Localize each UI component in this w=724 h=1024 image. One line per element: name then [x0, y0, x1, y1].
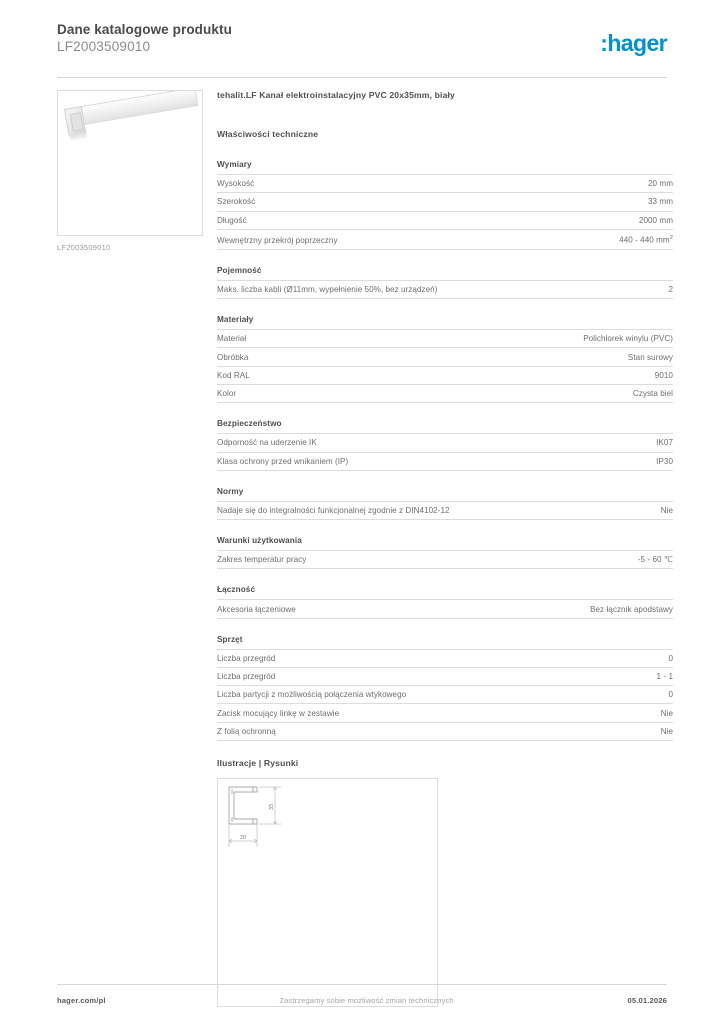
spec-group-title: Łączność [217, 585, 673, 600]
spec-row-label: Liczba partycji z możliwością połączenia wtykowego [217, 690, 407, 700]
spec-group-title: Materiały [217, 315, 673, 330]
hager-logo: :hager [600, 30, 667, 56]
product-image [57, 90, 203, 236]
product-image-caption: LF2003509010 [57, 243, 111, 252]
illustrations-title: Ilustracje | Rysunki [217, 758, 299, 769]
spec-row [217, 650, 673, 668]
spec-row-value-text: 440 - 440 mm [619, 235, 670, 245]
spec-group-title: Bezpieczeństwo [217, 419, 673, 434]
spec-row-label: Materiał [217, 334, 247, 344]
spec-row-label: Liczba przegród [217, 653, 276, 663]
spec-row [217, 704, 673, 722]
spec-row-label: Wysokość [217, 179, 255, 189]
product-figure [57, 90, 203, 252]
spec-row-label: Odporność na uderzenie IK [217, 438, 317, 448]
spec-row-value: Stan surowy [627, 352, 673, 362]
spec-row [217, 453, 673, 471]
spec-row-label: Klasa ochrony przed wnikaniem (IP) [217, 456, 349, 466]
spec-row [217, 175, 673, 193]
trunking-illustration [64, 90, 201, 145]
spec-row-value [619, 234, 673, 245]
spec-row-value: IK07 [656, 438, 673, 448]
spec-group [217, 160, 673, 250]
spec-row-value: Polichlorek winylu (PVC) [583, 334, 673, 344]
spec-row-value: 20 mm [648, 179, 673, 189]
spec-row [217, 502, 673, 520]
illustration-box [217, 778, 438, 1007]
spec-group [217, 635, 673, 741]
spec-row-label: Zakres temperatur pracy [217, 555, 307, 565]
spec-row [217, 330, 673, 348]
product-name: tehalit.LF Kanał elektroinstalacyjny PVC 20x35mm, biały [217, 90, 455, 100]
spec-row-value: Nie [660, 708, 673, 718]
spec-row [217, 230, 673, 250]
spec-row-value: 2000 mm [638, 215, 673, 225]
spec-row [217, 434, 673, 452]
footer-divider [57, 984, 667, 985]
spec-row-label: Kolor [217, 389, 237, 399]
spec-row [217, 723, 673, 741]
spec-row-value: -5 - 60 ℃ [637, 555, 673, 565]
specifications-column [217, 90, 673, 1007]
spec-row-label: Kod RAL [217, 370, 250, 380]
specs-section-title: Właściwości techniczne [217, 129, 319, 139]
spec-row-label: Szerokość [217, 197, 256, 207]
spec-group [217, 315, 673, 403]
spec-group [217, 487, 673, 520]
spec-row [217, 367, 673, 385]
spec-group-title: Normy [217, 487, 673, 502]
spec-group-title: Pojemność [217, 266, 673, 281]
spec-row-label: Wewnętrzny przekrój poprzeczny [217, 235, 338, 245]
spec-group-title: Sprzęt [217, 635, 673, 650]
spec-row-value: IP30 [656, 456, 673, 466]
spec-row-label: Z folią ochronną [217, 726, 276, 736]
spec-row-value: 0 [668, 653, 673, 663]
spec-row-value: Nie [660, 505, 673, 515]
footer-date: 05.01.2026 [627, 996, 667, 1005]
spec-row-label: Liczba przegród [217, 672, 276, 682]
spec-row-label: Maks. liczba kabli (Ø11mm, wypełnienie 50%, bez urządzeń) [217, 285, 438, 294]
spec-group [217, 536, 673, 569]
spec-group [217, 266, 673, 299]
spec-groups [217, 160, 673, 741]
spec-row-label: Zacisk mocujący linkę w zestawie [217, 708, 340, 718]
trunking-body [80, 90, 199, 125]
spec-row [217, 348, 673, 366]
spec-group [217, 419, 673, 471]
spec-row [217, 193, 673, 211]
spec-group-title: Warunki użytkowania [217, 536, 673, 551]
spec-row [217, 212, 673, 230]
trunking-cavity [70, 112, 84, 132]
spec-row-label: Długość [217, 215, 247, 225]
trunking-shadow [69, 132, 87, 141]
dimension-width-label: 20 [240, 835, 246, 842]
spec-row-value: Bez łącznik apodstawy [590, 604, 673, 614]
spec-row-value: 1 - 1 [656, 672, 673, 682]
footer-website[interactable]: hager.com/pl [57, 996, 106, 1005]
spec-row [217, 600, 673, 618]
header-divider [57, 77, 667, 78]
spec-row [217, 668, 673, 686]
spec-group [217, 585, 673, 618]
spec-row-value: 9010 [654, 370, 673, 380]
page-header [57, 22, 667, 74]
spec-row-label: Nadaje się do integralności funkcjonalnej zgodnie z DIN4102-12 [217, 505, 450, 515]
spec-row-value: 33 mm [648, 197, 673, 207]
spec-row [217, 686, 673, 704]
spec-row-value-superscript: 2 [669, 235, 673, 242]
spec-row-value: 0 [668, 690, 673, 700]
product-reference: LF2003509010 [57, 39, 151, 54]
page-title: Dane katalogowe produktu [57, 22, 232, 37]
spec-row [217, 551, 673, 569]
spec-row-value: Czysta biel [632, 389, 673, 399]
spec-row-label: Obróbka [217, 352, 249, 362]
spec-row-label: Akcesoria łączeniowe [217, 604, 296, 614]
spec-row [217, 385, 673, 403]
spec-row [217, 281, 673, 299]
cross-section-drawing [223, 783, 343, 863]
dimension-height-label: 33 [269, 804, 275, 810]
spec-row-value: Nie [660, 726, 673, 736]
footer-disclaimer: Zastrzegamy sobie możliwość zmian technicznych [279, 996, 454, 1005]
spec-row-value: 2 [668, 285, 673, 294]
page-footer [57, 996, 667, 1005]
spec-group-title: Wymiary [217, 160, 673, 175]
